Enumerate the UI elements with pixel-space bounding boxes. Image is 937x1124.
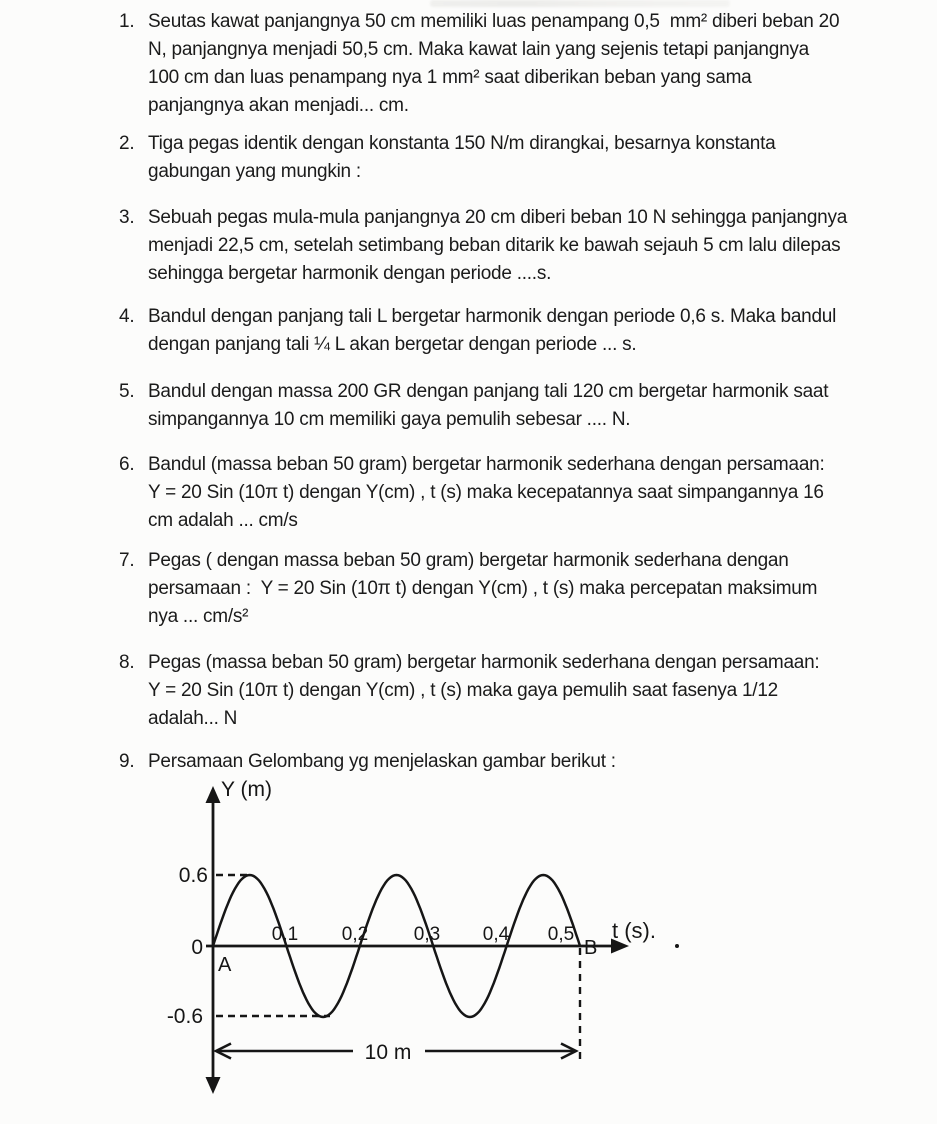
question-4 <box>119 303 836 359</box>
question-line: 100 cm dan luas penampang nya 1 mm² saat diberikan beban yang sama <box>148 67 752 88</box>
span-length-label: 10 m <box>364 1041 412 1064</box>
question-number: 6. <box>119 454 135 475</box>
question-number: 1. <box>119 11 135 32</box>
question-number: 8. <box>119 652 135 673</box>
t-axis-label: t (s). <box>612 918 656 943</box>
t-tick-label: 0,5 <box>547 924 575 945</box>
question-line: panjangnya akan menjadi... cm. <box>148 95 409 116</box>
point-b-label: B <box>584 937 598 959</box>
question-number: 5. <box>119 381 135 402</box>
y-axis-up-arrow-icon <box>206 786 221 803</box>
question-9 <box>119 748 616 776</box>
question-line: Tiga pegas identik dengan konstanta 150 N/m dirangkai, besarnya konstanta <box>148 133 776 154</box>
question-number: 4. <box>119 306 135 327</box>
question-line: sehingga bergetar harmonik dengan periode ....s. <box>148 263 552 284</box>
question-line: Bandul dengan panjang tali L bergetar harmonik dengan periode 0,6 s. Maka bandul <box>148 306 837 327</box>
y-axis-label: Y (m) <box>221 778 272 801</box>
question-line: Y = 20 Sin (10π t) dengan Y(cm) , t (s) maka kecepatannya saat simpangannya 16 <box>148 482 824 503</box>
t-tick-label: 0,4 <box>482 924 510 945</box>
t-tick-label: 0,2 <box>341 924 369 945</box>
question-number: 9. <box>119 751 135 772</box>
stray-dot <box>675 944 679 948</box>
y-zero-tick-label: 0 <box>191 936 203 959</box>
question-number: 2. <box>119 133 135 154</box>
y-min-tick-label: -0.6 <box>166 1005 203 1028</box>
wave-graph-svg <box>140 778 720 1113</box>
question-line: dengan panjang tali ¼ L akan bergetar dengan periode ... s. <box>148 334 637 355</box>
question-7 <box>119 547 817 631</box>
question-line: Bandul (massa beban 50 gram) bergetar harmonik sederhana dengan persamaan: <box>148 454 825 475</box>
question-line: N, panjangnya menjadi 50,5 cm. Maka kawat lain yang sejenis tetapi panjangnya <box>148 39 809 60</box>
question-5 <box>119 378 828 434</box>
question-line: adalah... N <box>148 708 238 729</box>
question-line: menjadi 22,5 cm, setelah setimbang beban ditarik ke bawah sejauh 5 cm lalu dilepas <box>148 235 841 256</box>
question-number: 3. <box>119 207 135 228</box>
question-line: nya ... cm/s² <box>148 606 249 627</box>
t-tick-label: 0,1 <box>271 924 299 945</box>
y-max-tick-label: 0.6 <box>178 864 208 887</box>
question-line: Pegas (massa beban 50 gram) bergetar harmonik sederhana dengan persamaan: <box>148 652 820 673</box>
question-line: persamaan : Y = 20 Sin (10π t) dengan Y(cm) , t (s) maka percepatan maksimum <box>148 578 818 599</box>
question-line: cm adalah ... cm/s <box>148 510 298 531</box>
question-line: Bandul dengan massa 200 GR dengan panjang tali 120 cm bergetar harmonik saat <box>148 381 829 402</box>
question-line: Y = 20 Sin (10π t) dengan Y(cm) , t (s) maka gaya pemulih saat fasenya 1/12 <box>148 680 778 701</box>
question-line: Seutas kawat panjangnya 50 cm memiliki luas penampang 0,5 mm² diberi beban 20 <box>148 11 840 32</box>
question-line: Sebuah pegas mula-mula panjangnya 20 cm diberi beban 10 N sehingga panjangnya <box>148 207 848 228</box>
wave-figure <box>140 778 720 1113</box>
question-number: 7. <box>119 550 135 571</box>
question-line: simpangannya 10 cm memiliki gaya pemulih sebesar .... N. <box>148 409 631 430</box>
question-line: Persamaan Gelombang yg menjelaskan gambar berikut : <box>148 751 616 772</box>
question-line: gabungan yang mungkin : <box>148 161 361 182</box>
scan-artifact <box>430 0 730 7</box>
question-1 <box>119 8 839 120</box>
point-a-label: A <box>218 954 232 976</box>
question-6 <box>119 451 824 535</box>
question-line: Pegas ( dengan massa beban 50 gram) bergetar harmonik sederhana dengan <box>148 550 789 571</box>
t-tick-label: 0,3 <box>413 924 441 945</box>
question-8 <box>119 649 819 733</box>
question-2 <box>119 130 775 186</box>
y-axis-down-arrow-icon <box>206 1077 221 1094</box>
question-3 <box>119 204 847 288</box>
